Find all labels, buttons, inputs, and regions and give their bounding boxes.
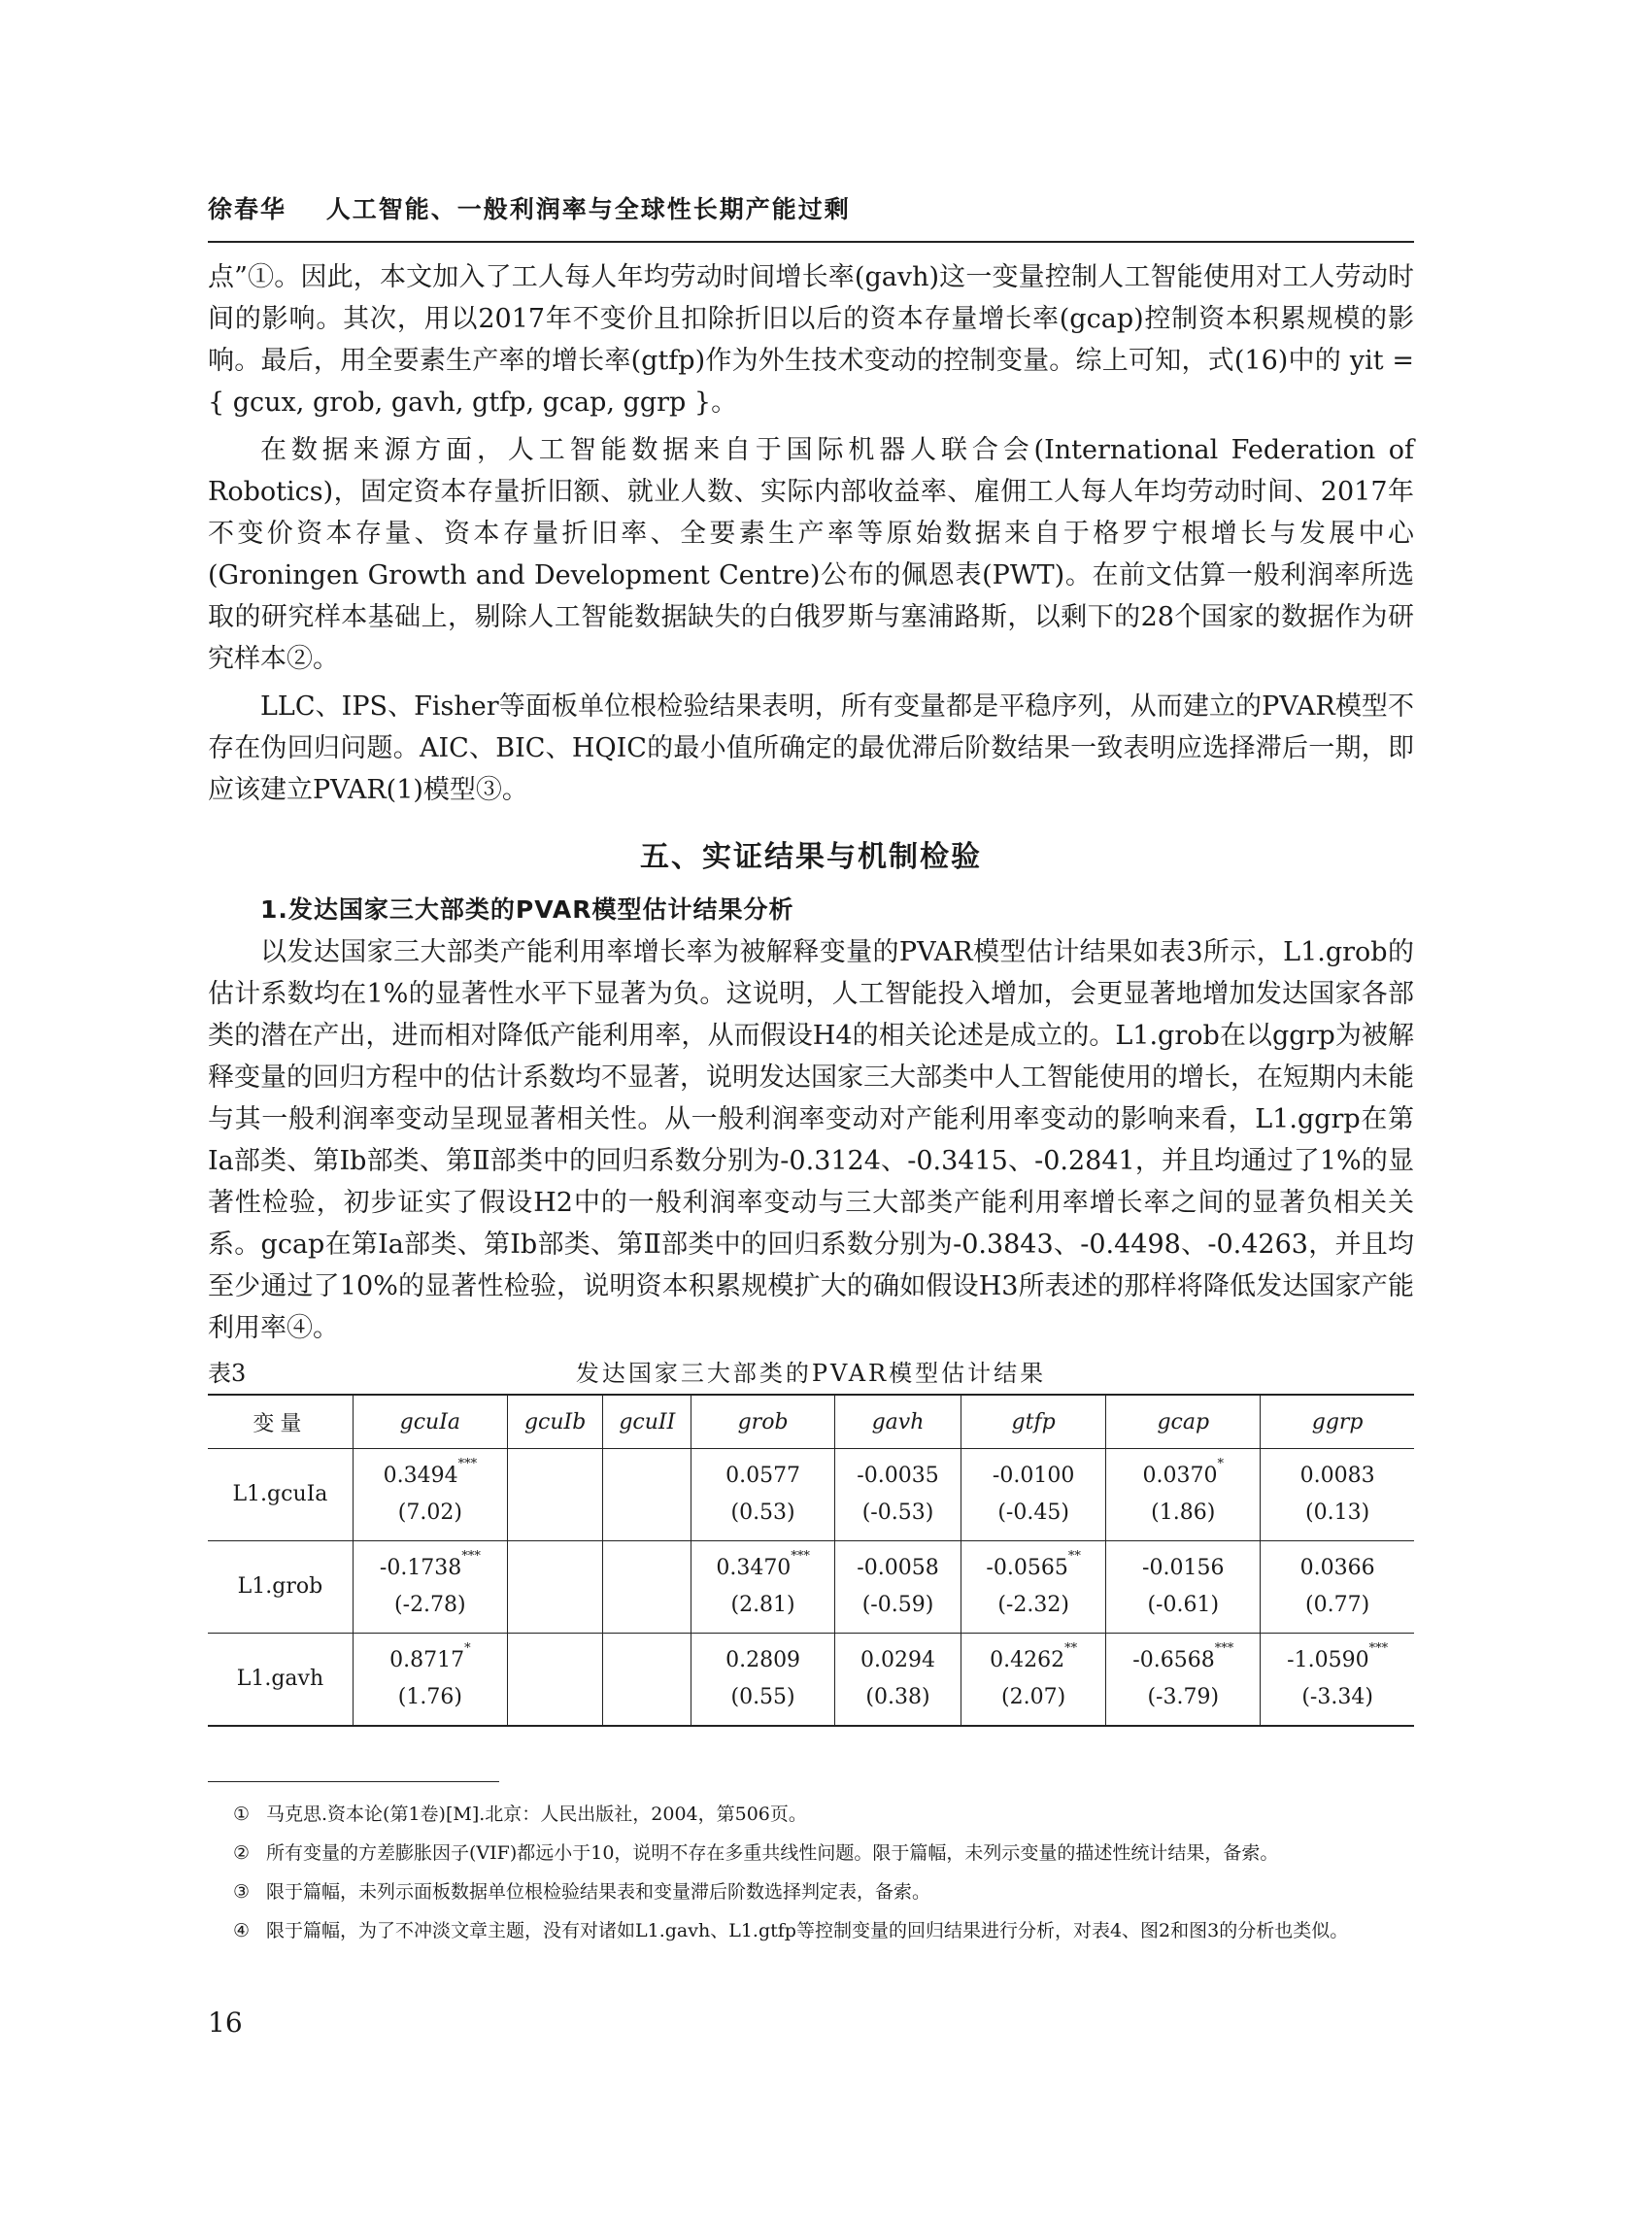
coefficient — [692, 1458, 833, 1495]
table-cell — [835, 1634, 961, 1727]
footnote-text: 所有变量的方差膨胀因子(VIF)都远小于10，说明不存在多重共线性问题。限于篇幅，未列示变量的描述性统计结果，备索。 — [266, 1842, 1279, 1864]
running-header — [208, 190, 1414, 243]
column-header: gtfp — [961, 1395, 1105, 1449]
table-cell — [507, 1634, 603, 1727]
table-cell — [691, 1449, 835, 1541]
table-cell — [353, 1634, 507, 1727]
footnote-divider — [208, 1781, 499, 1782]
coefficient-value: -0.6568 — [1132, 1648, 1215, 1672]
significance-stars: * — [464, 1641, 471, 1656]
t-statistic: (-0.61) — [1147, 1593, 1220, 1617]
t-statistic: (7.02) — [397, 1501, 462, 1525]
t-statistic: (0.77) — [1305, 1593, 1370, 1617]
coefficient-value: -0.0565 — [986, 1556, 1068, 1580]
table-title: 发达国家三大部类的PVAR模型估计结果 — [575, 1359, 1047, 1387]
coefficient — [1107, 1458, 1259, 1495]
table-row — [208, 1449, 1414, 1541]
t-statistic: (0.38) — [865, 1685, 930, 1709]
table-cell — [603, 1449, 691, 1541]
t-statistic: (-2.78) — [394, 1593, 466, 1617]
coefficient-value: 0.2809 — [725, 1648, 801, 1672]
coefficient — [692, 1550, 833, 1587]
table-cell — [1261, 1634, 1414, 1727]
column-header: gcuII — [603, 1395, 691, 1449]
significance-stars: *** — [791, 1549, 810, 1564]
coefficient-value: 0.0083 — [1299, 1464, 1375, 1488]
coefficient — [1107, 1550, 1259, 1587]
table-number: 表3 — [208, 1359, 247, 1387]
table-row — [208, 1634, 1414, 1727]
table-cell — [353, 1449, 507, 1541]
coefficient — [836, 1642, 960, 1679]
coefficient — [962, 1458, 1104, 1495]
coefficient — [1107, 1642, 1259, 1679]
paragraph: LLC、IPS、Fisher等面板单位根检验结果表明，所有变量都是平稳序列，从而建立的PVAR模型不存在伪回归问题。AIC、BIC、HQIC的最小值所确定的最优滞后阶数结果一致表明应选择滞后一期，即应该建立PVAR(1)模型③。 — [208, 691, 1414, 805]
footnote — [208, 1800, 1414, 1829]
coefficient-value: 0.0366 — [1299, 1556, 1375, 1580]
column-header: gcuIb — [507, 1395, 603, 1449]
coefficient — [1262, 1458, 1413, 1495]
results-table — [208, 1394, 1414, 1727]
table-cell — [691, 1541, 835, 1634]
table-cell — [961, 1634, 1105, 1727]
table-cell — [1106, 1541, 1261, 1634]
significance-stars: *** — [1214, 1641, 1234, 1656]
footnote-mark: ③ — [233, 1881, 251, 1903]
footnote-mark: ④ — [233, 1920, 251, 1941]
section-title: 五、实证结果与机制检验 — [640, 840, 982, 874]
subsection-title: 1.发达国家三大部类的PVAR模型估计结果分析 — [260, 895, 794, 924]
table-row — [208, 1541, 1414, 1634]
coefficient-value: 0.0370 — [1142, 1464, 1218, 1488]
coefficient — [836, 1550, 960, 1587]
table-cell — [1106, 1634, 1261, 1727]
t-statistic: (-2.32) — [997, 1593, 1069, 1617]
table-cell — [691, 1634, 835, 1727]
header-title: 人工智能、一般利润率与全球性长期产能过剩 — [325, 195, 851, 223]
main-text — [208, 256, 1414, 1727]
table-caption — [208, 1353, 1414, 1388]
footnote — [208, 1916, 1414, 1945]
paragraph: 以发达国家三大部类产能利用率增长率为被解释变量的PVAR模型估计结果如表3所示，L1.grob的估计系数均在1%的显著性水平下显著为负。这说明，人工智能投入增加，会更显著地增加发达国家各部类的潜在产出，进而相对降低产能利用率，从而假设H4的相关论述是成立的。L1.grob在以ggrp为被解释变量的回归方程中的估计系数均不显著，说明发达国家三大部类中人工智能使用的增长，在短期内未能与其一般利润率变动呈现显著相关性。从一般利润率变动对产能利用率变动的影响来看，L1.ggrp在第Ia部类、第Ib部类、第Ⅱ部类中的回归系数分别为-0.3124、-0.3415、-0.2841，并且均通过了1%的显著性检验，初步证实了假设H2中的一般利润率变动与三大部类产能利用率增长率之间的显著负相关关系。gcap在第Ia部类、第Ib部类、第Ⅱ部类中的回归系数分别为-0.3843、-0.4498、-0.4263，并且均至少通过了10%的显著性检验，说明资本积累规模扩大的确如假设H3所表述的那样将降低发达国家产能利用率④。 — [208, 937, 1414, 1343]
significance-stars: *** — [1368, 1641, 1389, 1656]
coefficient — [836, 1458, 960, 1495]
coefficient — [354, 1642, 506, 1679]
t-statistic: (0.55) — [730, 1685, 795, 1709]
t-statistic: (0.53) — [730, 1501, 795, 1525]
coefficient — [962, 1550, 1104, 1587]
column-header: gavh — [835, 1395, 961, 1449]
row-label: L1.gavh — [208, 1634, 353, 1727]
table-cell — [961, 1541, 1105, 1634]
t-statistic: (2.07) — [1001, 1685, 1066, 1709]
footnote-mark: ① — [233, 1804, 251, 1825]
column-header: gcuIa — [353, 1395, 507, 1449]
significance-stars: *** — [457, 1457, 478, 1471]
table-cell — [835, 1449, 961, 1541]
table-cell — [353, 1541, 507, 1634]
table-cell — [961, 1449, 1105, 1541]
t-statistic: (0.13) — [1305, 1501, 1370, 1525]
coefficient-value: -0.0100 — [992, 1464, 1075, 1488]
footnote — [208, 1877, 1414, 1906]
coefficient-value: -0.1738 — [379, 1556, 462, 1580]
paragraph: 在数据来源方面，人工智能数据来自于国际机器人联合会(International Federation of Robotics)，固定资本存量折旧额、就业人数、实际内部收益率、雇佣工人每人年均劳动时间、2017年不变价资本存量、资本存量折旧率、全要素生产率等原始数据来自于格罗宁根增长与发展中心(Groningen Growth and Development Centre)公布的佩恩表(PWT)。在前文估算一般利润率所选取的研究样本基础上，剔除人工智能数据缺失的白俄罗斯与塞浦路斯，以剩下的28个国家的数据作为研究样本②。 — [208, 435, 1414, 674]
coefficient-value: 0.0294 — [860, 1648, 935, 1672]
coefficient-value: 0.3494 — [383, 1464, 458, 1488]
coefficient — [962, 1642, 1104, 1679]
column-header: 变量 — [208, 1395, 353, 1449]
coefficient — [692, 1642, 833, 1679]
significance-stars: * — [1217, 1457, 1224, 1471]
table-cell — [507, 1541, 603, 1634]
table-cell — [835, 1541, 961, 1634]
coefficient — [1262, 1642, 1413, 1679]
t-statistic: (-0.45) — [997, 1501, 1069, 1525]
page-number: 16 — [208, 2007, 243, 2039]
t-statistic: (-0.59) — [861, 1593, 934, 1617]
table-cell — [603, 1634, 691, 1727]
header-author: 徐春华 — [208, 195, 287, 223]
t-statistic: (-3.34) — [1301, 1685, 1373, 1709]
footnote-text: 限于篇幅，为了不冲淡文章主题，没有对诸如L1.gavh、L1.gtfp等控制变量的回归结果进行分析，对表4、图2和图3的分析也类似。 — [266, 1920, 1349, 1941]
significance-stars: *** — [461, 1549, 481, 1564]
table-cell — [603, 1541, 691, 1634]
row-label: L1.gcuIa — [208, 1449, 353, 1541]
column-header: gcap — [1106, 1395, 1261, 1449]
coefficient — [1262, 1550, 1413, 1587]
paragraph: 点”①。因此，本文加入了工人每人年均劳动时间增长率(gavh)这一变量控制人工智能使用对工人劳动时间的影响。其次，用以2017年不变价且扣除折旧以后的资本存量增长率(gcap)控制资本积累规模的影响。最后，用全要素生产率的增长率(gtfp)作为外生技术变动的控制变量。综上可知，式(16)中的 yit = { gcux, grob, gavh, gtfp, gcap, ggrp }。 — [208, 262, 1414, 418]
coefficient-value: -0.0035 — [857, 1464, 939, 1488]
footnote-mark: ② — [233, 1842, 251, 1864]
coefficient-value: 0.8717 — [389, 1648, 465, 1672]
coefficient-value: -1.0590 — [1287, 1648, 1369, 1672]
coefficient-value: -0.0058 — [857, 1556, 939, 1580]
column-header: grob — [691, 1395, 835, 1449]
footnote — [208, 1838, 1414, 1868]
t-statistic: (-0.53) — [861, 1501, 934, 1525]
t-statistic: (1.86) — [1151, 1501, 1216, 1525]
coefficient-value: 0.4262 — [990, 1648, 1065, 1672]
table-cell — [1261, 1541, 1414, 1634]
coefficient-value: 0.3470 — [716, 1556, 792, 1580]
footnote-text: 限于篇幅，未列示面板数据单位根检验结果表和变量滞后阶数选择判定表，备索。 — [266, 1881, 931, 1903]
column-header: ggrp — [1261, 1395, 1414, 1449]
table-cell — [1261, 1449, 1414, 1541]
table-cell — [507, 1449, 603, 1541]
table-header-row — [208, 1395, 1414, 1449]
coefficient-value: -0.0156 — [1142, 1556, 1225, 1580]
coefficient-value: 0.0577 — [725, 1464, 801, 1488]
coefficient — [354, 1550, 506, 1587]
t-statistic: (1.76) — [397, 1685, 462, 1709]
t-statistic: (2.81) — [730, 1593, 795, 1617]
footnote-text: 马克思.资本论(第1卷)[M].北京：人民出版社，2004，第506页。 — [266, 1804, 807, 1825]
table-cell — [1106, 1449, 1261, 1541]
coefficient — [354, 1458, 506, 1495]
significance-stars: ** — [1064, 1641, 1078, 1656]
t-statistic: (-3.79) — [1147, 1685, 1220, 1709]
row-label: L1.grob — [208, 1541, 353, 1634]
footnotes — [208, 1781, 1414, 1955]
significance-stars: ** — [1067, 1549, 1081, 1564]
